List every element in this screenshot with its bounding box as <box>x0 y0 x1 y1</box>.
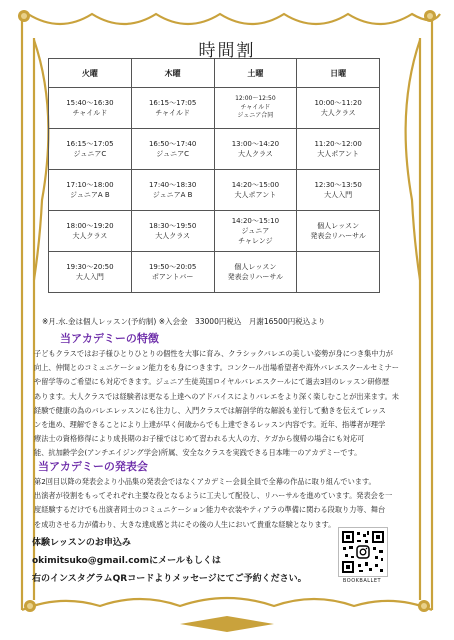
class-cell: 17:10〜18:00 ジュニアA B <box>49 170 132 211</box>
class-cell: 15:40〜16:30 チャイルド <box>49 88 132 129</box>
class-cell: 18:30〜19:50 大人クラス <box>131 211 214 252</box>
class-cell: 14:20〜15:10 ジュニア チャレンジ <box>214 211 297 252</box>
recital-heading: 当アカデミーの発表会 <box>38 460 148 473</box>
timetable-row <box>49 252 380 293</box>
qr-code-icon <box>339 528 387 576</box>
recital-text: 第2回目以降の発表会より小品集の発表会ではなくアカデミー会員全員で全幕の作品に取り組んでいます。 出演者が役割をもってそれぞれ主要な役となるように工夫して配役し、リハーサルを進めています。発表会を一 度経験するだけでも出演者同士のコミュニケーション能力や衣装やティアラの準備に関わる段取り力等、舞台 を成功させる力が備わり、大きな達成感と共にその後の人生において貴重な経験となります。 <box>34 477 393 529</box>
header-tuesday: 火曜 <box>49 59 132 88</box>
timetable <box>48 58 380 293</box>
class-cell: 個人レッスン 発表会リハーサル <box>297 211 380 252</box>
class-cell: 18:00〜19:20 大人クラス <box>49 211 132 252</box>
qr-caption: BOOKBALLET <box>342 578 382 584</box>
class-cell: 13:00〜14:20 大人クラス <box>214 129 297 170</box>
contact-instructions: 右のインスタグラムQRコードよりメッセージにてご予約ください。 <box>32 574 307 584</box>
header-thursday: 木曜 <box>131 59 214 88</box>
timetable-row <box>49 88 380 129</box>
fees-note: ※月.水.金は個人レッスン(予約制) ※入会金 33000円税込 月謝16500円税込より <box>42 317 326 326</box>
features-heading: 当アカデミーの特徴 <box>60 332 159 345</box>
timetable-row <box>49 170 380 211</box>
timetable-row <box>49 129 380 170</box>
class-cell: 16:50〜17:40 ジュニアC <box>131 129 214 170</box>
class-cell: 16:15〜17:05 チャイルド <box>131 88 214 129</box>
header-saturday: 土曜 <box>214 59 297 88</box>
class-cell: 16:15〜17:05 ジュニアC <box>49 129 132 170</box>
class-cell-empty <box>297 252 380 293</box>
class-cell: 個人レッスン 発表会リハーサル <box>214 252 297 293</box>
timetable-header-row <box>49 59 380 88</box>
class-cell: 19:30〜20:50 大人入門 <box>49 252 132 293</box>
header-sunday: 日曜 <box>297 59 380 88</box>
class-cell: 14:20〜15:00 大人ポアント <box>214 170 297 211</box>
timetable-row <box>49 211 380 252</box>
page-title: 時間割 <box>198 41 256 61</box>
contact-email[interactable]: okimitsuko@gmail.comにメールもしくは <box>32 556 221 566</box>
instagram-qr-code[interactable] <box>338 527 388 577</box>
class-cell: 19:50〜20:05 ポアントバー <box>131 252 214 293</box>
class-cell: 12:30〜13:50 大人入門 <box>297 170 380 211</box>
class-cell: 17:40〜18:30 ジュニアA B <box>131 170 214 211</box>
features-text: 子どもクラスではお子様ひとりひとりの個性を大事に育み、クラシックバレエの美しい姿勢が身につき集中力が 向上、仲間とのコミュニケーション能力をも身につきます。コンクール出場希望者や海外バレエスクールセミナー や留学等のご希望にも対応できます。ジュニア生徒英国ロイヤルバレエスクールにて過去3回のレッスン研修歴 あります。大人クラスでは経験者は更なる上達へのアドバイスによりバレエをより深く楽しむことが出来ます。未 経験で健康の為のバレエレッスンにも注力し、入門クラスでは解剖学的な解説も並行して動きを伝えてレッス ンを進め、理解できることにより上達が早く何歳からでも上達できるレッスン内容です。近年、指導者が理学 療法士の資格修得により成長期のお子様ではじめて習われる大人の方、ケガから復帰の場合にも対応可 能、抗加齢学会(アンチエイジング学会)所属、安全なクラスを実践できる日本唯一のアカデミーです。 <box>34 349 399 458</box>
class-cell: 12:00〜12:50 チャイルド ジュニア合同 <box>214 88 297 129</box>
class-cell: 10:00〜11:20 大人クラス <box>297 88 380 129</box>
class-cell: 11:20〜12:00 大人ポアント <box>297 129 380 170</box>
trial-lesson-heading: 体験レッスンのお申込み <box>32 538 131 548</box>
